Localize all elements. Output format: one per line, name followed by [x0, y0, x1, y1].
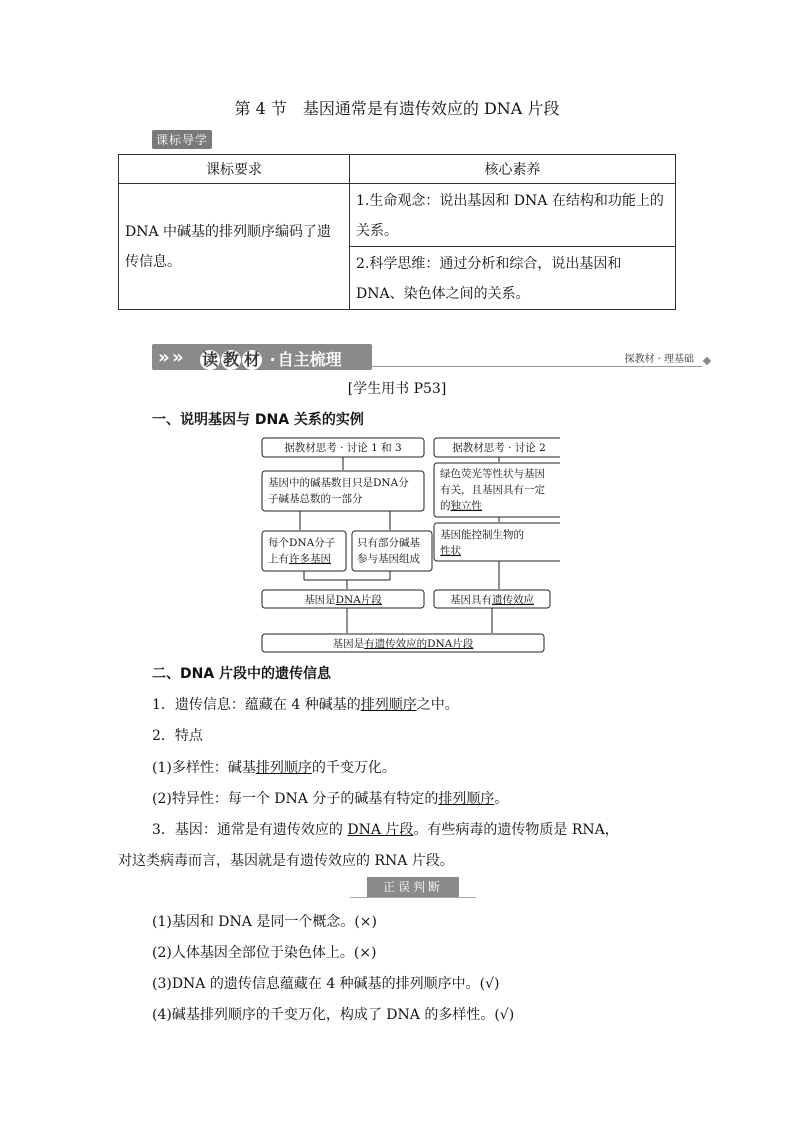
judgment-item: (1)基因和 DNA 是同一个概念。(×) [152, 914, 377, 930]
chevron-icon: » [172, 347, 184, 368]
banner-char: 读 [201, 350, 218, 369]
flow-text-part: 基因是 [304, 594, 336, 606]
text-part: 的千变万化。 [311, 760, 396, 776]
banner-char: 材 [243, 350, 260, 369]
flow-text-part: 的 [440, 500, 451, 512]
paragraph: 对这类病毒而言，基因就是有遗传效应的 RNA 片段。 [118, 853, 454, 869]
banner-tagline: 探教材 · 理基础 [624, 354, 694, 365]
flow-text-underlined: 性状 [440, 545, 461, 557]
flow-text-part: 基因具有 [450, 594, 492, 606]
flow-text-underlined: 独立性 [450, 500, 482, 512]
flow-text-underlined: 许多基因 [289, 553, 331, 565]
paragraph [152, 757, 396, 777]
judgment-item: (2)人体基因全部位于染色体上。(×) [152, 945, 377, 961]
concept-flowchart [250, 434, 560, 656]
flow-text-underlined: 遗传效应 [492, 594, 534, 606]
paragraph [152, 694, 459, 714]
flow-text: 基因能控制生物的 [440, 529, 524, 541]
judgment-badge: 正误判断 [367, 877, 459, 897]
flow-text [450, 593, 534, 606]
requirement-cell: DNA 中碱基的排列顺序编码了遗传信息。 [119, 184, 350, 310]
section-heading-2: 二、DNA 片段中的遗传信息 [152, 666, 332, 682]
flow-text: 只有部分碱基 [357, 537, 420, 549]
text-part: 。有些病毒的遗传物质是 RNA， [413, 822, 619, 838]
underlined-term: 排列顺序 [360, 697, 417, 713]
flow-text: 基因中的碱基数目只是DNA分 [268, 477, 409, 489]
flow-text [440, 499, 482, 512]
banner-rule [372, 366, 702, 367]
underlined-term: 排列顺序 [255, 760, 312, 776]
banner-title: 读 教 材 · 自主梳理 [201, 350, 342, 369]
banner-char: 教 [222, 350, 239, 369]
curriculum-badge: 课标导学 [152, 130, 212, 149]
judgment-item: (4)碱基排列顺序的千变万化，构成了 DNA 的多样性。(√) [152, 1007, 515, 1023]
literacy-cell: 2.科学思维：通过分析和综合，说出基因和 DNA、染色体之间的关系。 [350, 247, 676, 310]
table-header: 课标要求 [119, 155, 350, 184]
flow-text [333, 637, 474, 650]
underlined-term: 排列顺序 [438, 791, 495, 807]
text-part: 。 [494, 791, 509, 807]
paragraph [152, 819, 619, 839]
section-heading-1: 一、说明基因与 DNA 关系的实例 [152, 412, 364, 428]
flow-text-part: 上有 [268, 553, 289, 565]
flow-text: 据教材思考 · 讨论 1 和 3 [284, 442, 402, 454]
flow-text [304, 593, 382, 606]
diamond-icon [703, 357, 711, 365]
section-banner [152, 344, 712, 372]
flow-text: 子碱基总数的一部分 [268, 493, 363, 505]
text-part: 1．遗传信息：蕴藏在 4 种碱基的 [152, 697, 361, 713]
literacy-cell: 1.生命观念：说出基因和 DNA 在结构和功能上的关系。 [350, 184, 676, 247]
table-header-row [119, 155, 676, 184]
text-part: (2)特异性：每一个 DNA 分子的碱基有特定的 [152, 791, 439, 807]
judgment-rule [350, 897, 476, 898]
banner-subtitle: 自主梳理 [277, 350, 342, 369]
standards-table [118, 154, 676, 310]
paragraph [152, 788, 508, 808]
flow-text: 有关，且基因具有一定 [440, 484, 545, 496]
paragraph: 2．特点 [152, 728, 203, 744]
underlined-term: DNA 片段 [347, 822, 414, 838]
flow-text-underlined: DNA片段 [335, 594, 382, 606]
table-header: 核心素养 [350, 155, 676, 184]
flow-text: 绿色荧光等性状与基因 [440, 468, 545, 480]
text-part: 之中。 [416, 697, 459, 713]
flow-text-part: 基因是 [332, 638, 365, 650]
flow-text-underlined: 有遗传效应的DNA片段 [364, 638, 474, 650]
judgment-item: (3)DNA 的遗传信息蕴藏在 4 种碱基的排列顺序中。(√) [152, 976, 500, 992]
chevron-icon: » [158, 347, 170, 368]
flow-text [268, 552, 331, 565]
flow-text: 据教材思考 · 讨论 2 [452, 442, 546, 454]
text-part: 3．基因：通常是有遗传效应的 [152, 822, 348, 838]
book-reference: [学生用书 P53] [347, 381, 447, 397]
page-title: 第 4 节 基因通常是有遗传效应的 DNA 片段 [234, 99, 560, 118]
flow-text: 参与基因组成 [357, 553, 420, 565]
text-part: (1)多样性：碱基 [152, 760, 256, 776]
table-row [119, 184, 676, 247]
flow-text: 每个DNA分子 [268, 537, 336, 549]
